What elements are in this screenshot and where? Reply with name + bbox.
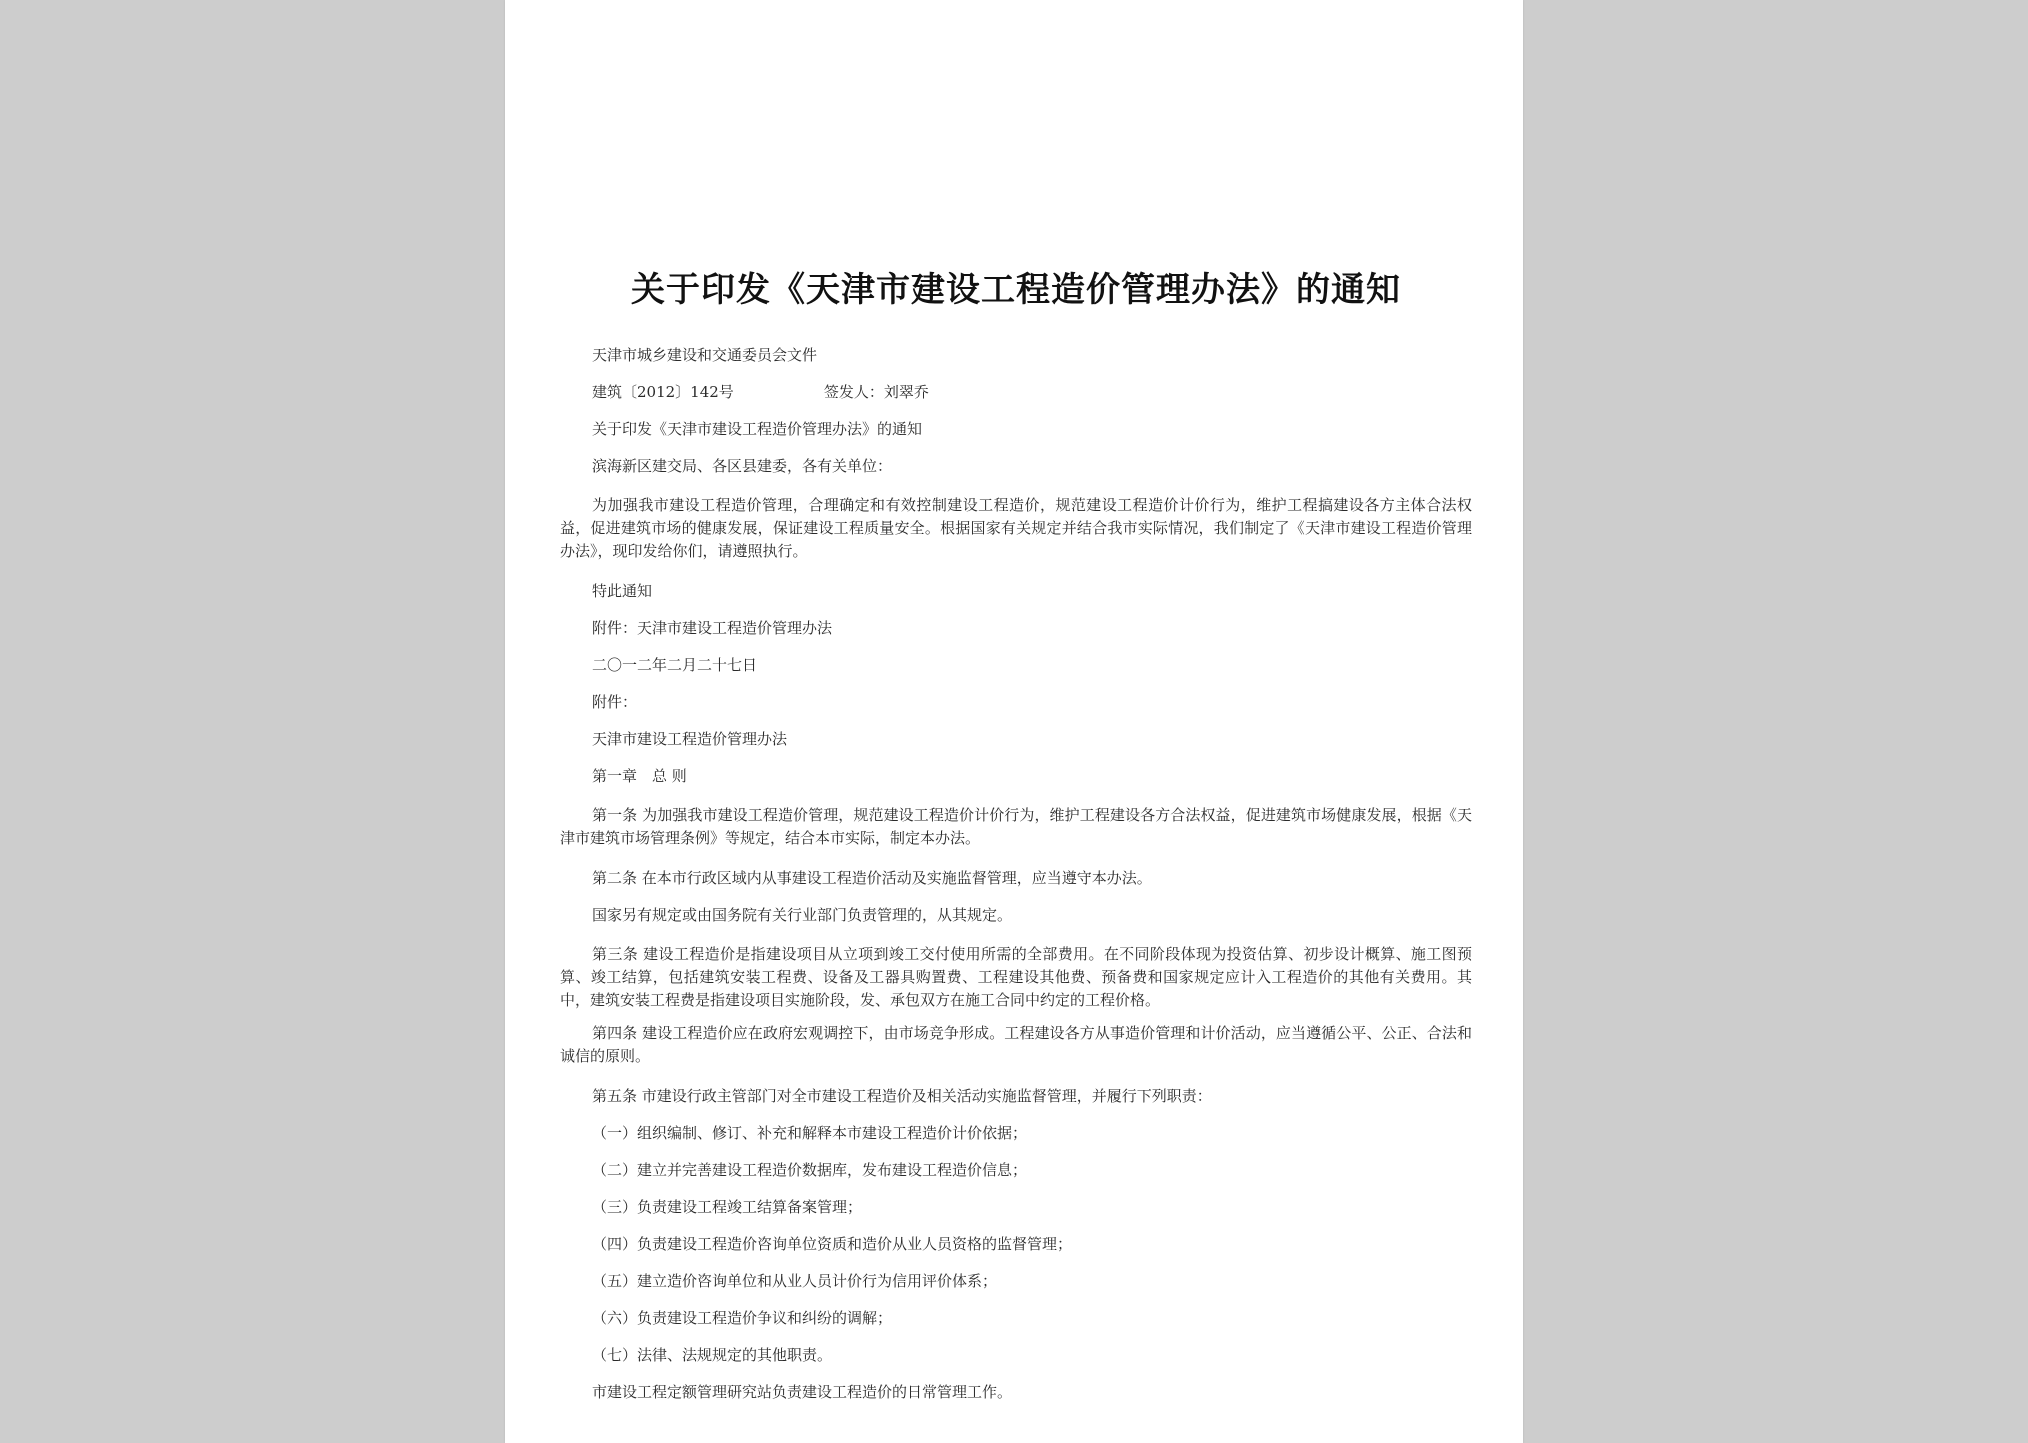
duty-item: （三）负责建设工程竣工结算备案管理；: [592, 1198, 863, 1216]
duty-item: （一）组织编制、修订、补充和解释本市建设工程造价计价依据；: [592, 1124, 1028, 1142]
article-5: 第五条 市建设行政主管部门对全市建设工程造价及相关活动实施监督管理，并履行下列职责：: [592, 1087, 1212, 1105]
recipients-line: 滨海新区建交局、各区县建委，各有关单位：: [592, 457, 893, 475]
subtitle-line: 关于印发《天津市建设工程造价管理办法》的通知: [592, 420, 923, 438]
article-2: 第二条 在本市行政区域内从事建设工程造价活动及实施监督管理，应当遵守本办法。: [592, 869, 1152, 887]
duty-item: （二）建立并完善建设工程造价数据库，发布建设工程造价信息；: [592, 1161, 1028, 1179]
attachment-label: 附件：: [592, 693, 638, 711]
intro-paragraph: 为加强我市建设工程造价管理，合理确定和有效控制建设工程造价，规范建设工程造价计价行为，维护工程搞建设各方主体合法权益，促进建筑市场的健康发展，保证建设工程质量安全。根据国家有关规定并结合我市实际情况，我们制定了《天津市建设工程造价管理办法》，现印发给你们，请遵照执行。: [560, 496, 1472, 560]
attachment-line: 附件：天津市建设工程造价管理办法: [592, 619, 833, 637]
duty-item: （七）法律、法规规定的其他职责。: [592, 1346, 833, 1364]
issuer-line: 天津市城乡建设和交通委员会文件: [592, 346, 818, 364]
article-1: 第一条 为加强我市建设工程造价管理，规范建设工程造价计价行为，维护工程建设各方合法权益，促进建筑市场健康发展，根据《天津市建筑市场管理条例》等规定，结合本市实际，制定本办法。: [560, 806, 1472, 847]
document-title: 关于印发《天津市建设工程造价管理办法》的通知: [631, 270, 1401, 310]
document-page: [505, 0, 1523, 1443]
document-content: [560, 262, 1472, 1411]
article-2-note: 国家另有规定或由国务院有关行业部门负责管理的，从其规定。: [592, 906, 1013, 924]
closing-line: 市建设工程定额管理研究站负责建设工程造价的日常管理工作。: [592, 1383, 1013, 1401]
attachment-title: 天津市建设工程造价管理办法: [592, 730, 788, 748]
doc-number: 建筑〔2012〕142号: [592, 383, 734, 401]
duty-item: （四）负责建设工程造价咨询单位资质和造价从业人员资格的监督管理；: [592, 1235, 1073, 1253]
date-line: 二〇一二年二月二十七日: [592, 656, 758, 674]
article-4: 第四条 建设工程造价应在政府宏观调控下，由市场竞争形成。工程建设各方从事造价管理和计价活动，应当遵循公平、公正、合法和诚信的原则。: [560, 1024, 1472, 1065]
notice-line: 特此通知: [592, 582, 653, 600]
chapter-heading: 第一章 总 则: [592, 767, 687, 785]
doc-number-row: [560, 374, 1472, 411]
duty-item: （六）负责建设工程造价争议和纠纷的调解；: [592, 1309, 893, 1327]
article-3: 第三条 建设工程造价是指建设项目从立项到竣工交付使用所需的全部费用。在不同阶段体现为投资估算、初步设计概算、施工图预算、竣工结算，包括建筑安装工程费、设备及工器具购置费、工程建设其他费、预备费和国家规定应计入工程造价的其他有关费用。其中，建筑安装工程费是指建设项目实施阶段，发、承包双方在施工合同中约定的工程价格。: [560, 945, 1472, 1009]
signer: 签发人：刘翠乔: [823, 383, 929, 401]
duty-item: （五）建立造价咨询单位和从业人员计价行为信用评价体系；: [592, 1272, 998, 1290]
